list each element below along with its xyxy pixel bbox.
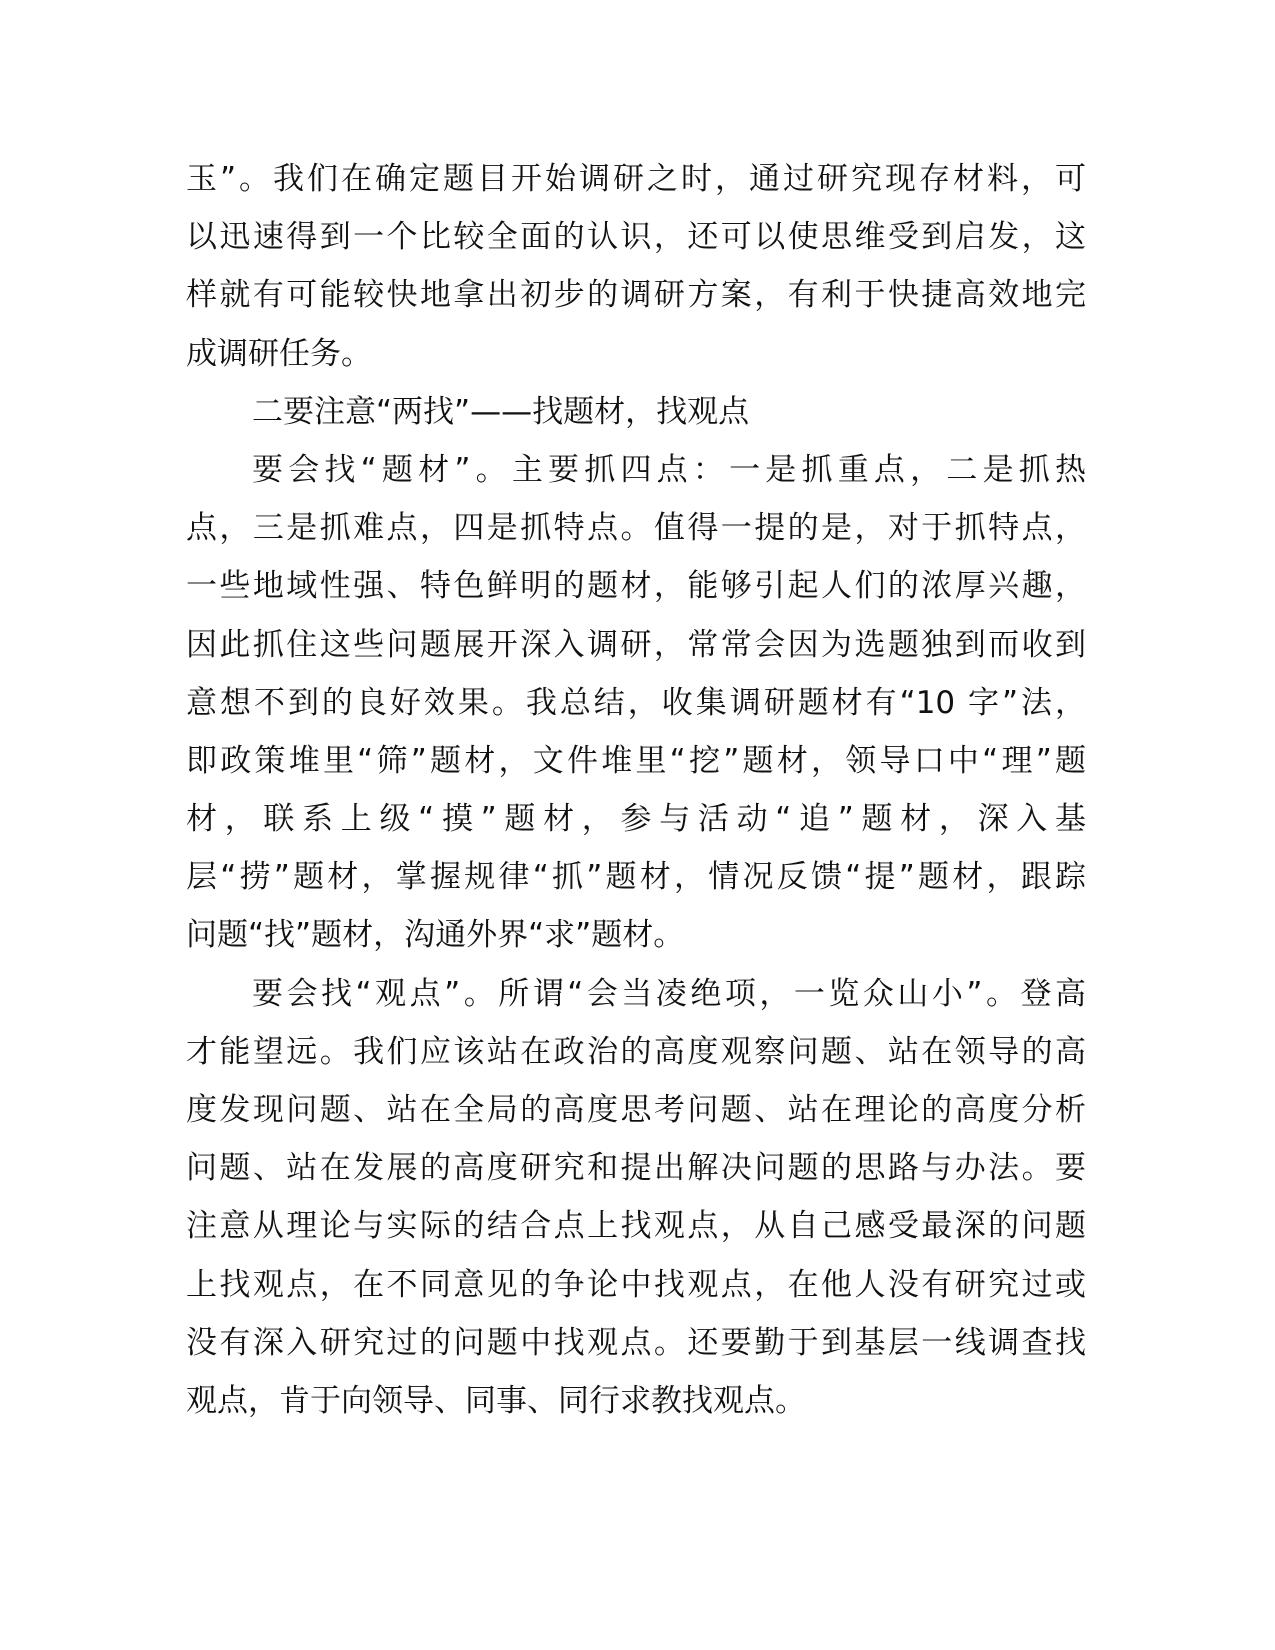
text-line: 层“捞”题材，掌握规律“抓”题材，情况反馈“提”题材，跟踪 <box>186 859 1086 896</box>
paragraph <box>186 965 1086 1431</box>
paragraph <box>186 441 1086 965</box>
text-line: 成调研任务。 <box>186 335 372 372</box>
text-line: 问题、站在发展的高度研究和提出解决问题的思路与办法。要 <box>186 1150 1086 1187</box>
text-line: 问题“找”题材，沟通外界“求”题材。 <box>186 917 685 954</box>
paragraph <box>186 150 1086 383</box>
text-line: 点，三是抓难点，四是抓特点。值得一提的是，对于抓特点， <box>186 510 1086 547</box>
text-line: 因此抓住这些问题展开深入调研，常常会因为选题独到而收到 <box>186 626 1086 663</box>
text-line: 度发现问题、站在全局的高度思考问题、站在理论的高度分析 <box>186 1092 1086 1128</box>
text-line: 意想不到的良好效果。我总结，收集调研题材有“10 字”法， <box>186 684 1086 721</box>
text-line: 玉”。我们在确定题目开始调研之时，通过研究现存材料，可 <box>186 161 1086 197</box>
section-heading <box>186 383 1086 441</box>
text-line: 即政策堆里“筛”题材，文件堆里“挖”题材，领导口中“理”题 <box>186 742 1086 779</box>
text-line: 要会找“题材”。主要抓四点：一是抓重点，二是抓热 <box>252 451 1086 488</box>
text-line: 观点，肯于向领导、同事、同行求教找观点。 <box>186 1382 806 1419</box>
text-line: 要会找“观点”。所谓“会当凌绝项，一览众山小”。登高 <box>252 975 1086 1012</box>
text-line: 材，联系上级“摸”题材，参与活动“追”题材，深入基 <box>186 801 1086 838</box>
text-line: 才能望远。我们应该站在政治的高度观察问题、站在领导的高 <box>186 1033 1086 1070</box>
text-line: 一些地域性强、特色鲜明的题材，能够引起人们的浓厚兴趣， <box>186 568 1086 605</box>
text-line: 注意从理论与实际的结合点上找观点，从自己感受最深的问题 <box>186 1208 1086 1245</box>
heading-line: 二要注意“两找”——找题材，找观点 <box>252 393 750 430</box>
text-line: 以迅速得到一个比较全面的认识，还可以使思维受到启发，这 <box>186 219 1086 256</box>
document-body <box>186 150 1086 1430</box>
text-line: 上找观点，在不同意见的争论中找观点，在他人没有研究过或 <box>186 1266 1086 1303</box>
text-line: 没有深入研究过的问题中找观点。还要勤于到基层一线调查找 <box>186 1324 1086 1361</box>
text-line: 样就有可能较快地拿出初步的调研方案，有利于快捷高效地完 <box>186 277 1086 314</box>
